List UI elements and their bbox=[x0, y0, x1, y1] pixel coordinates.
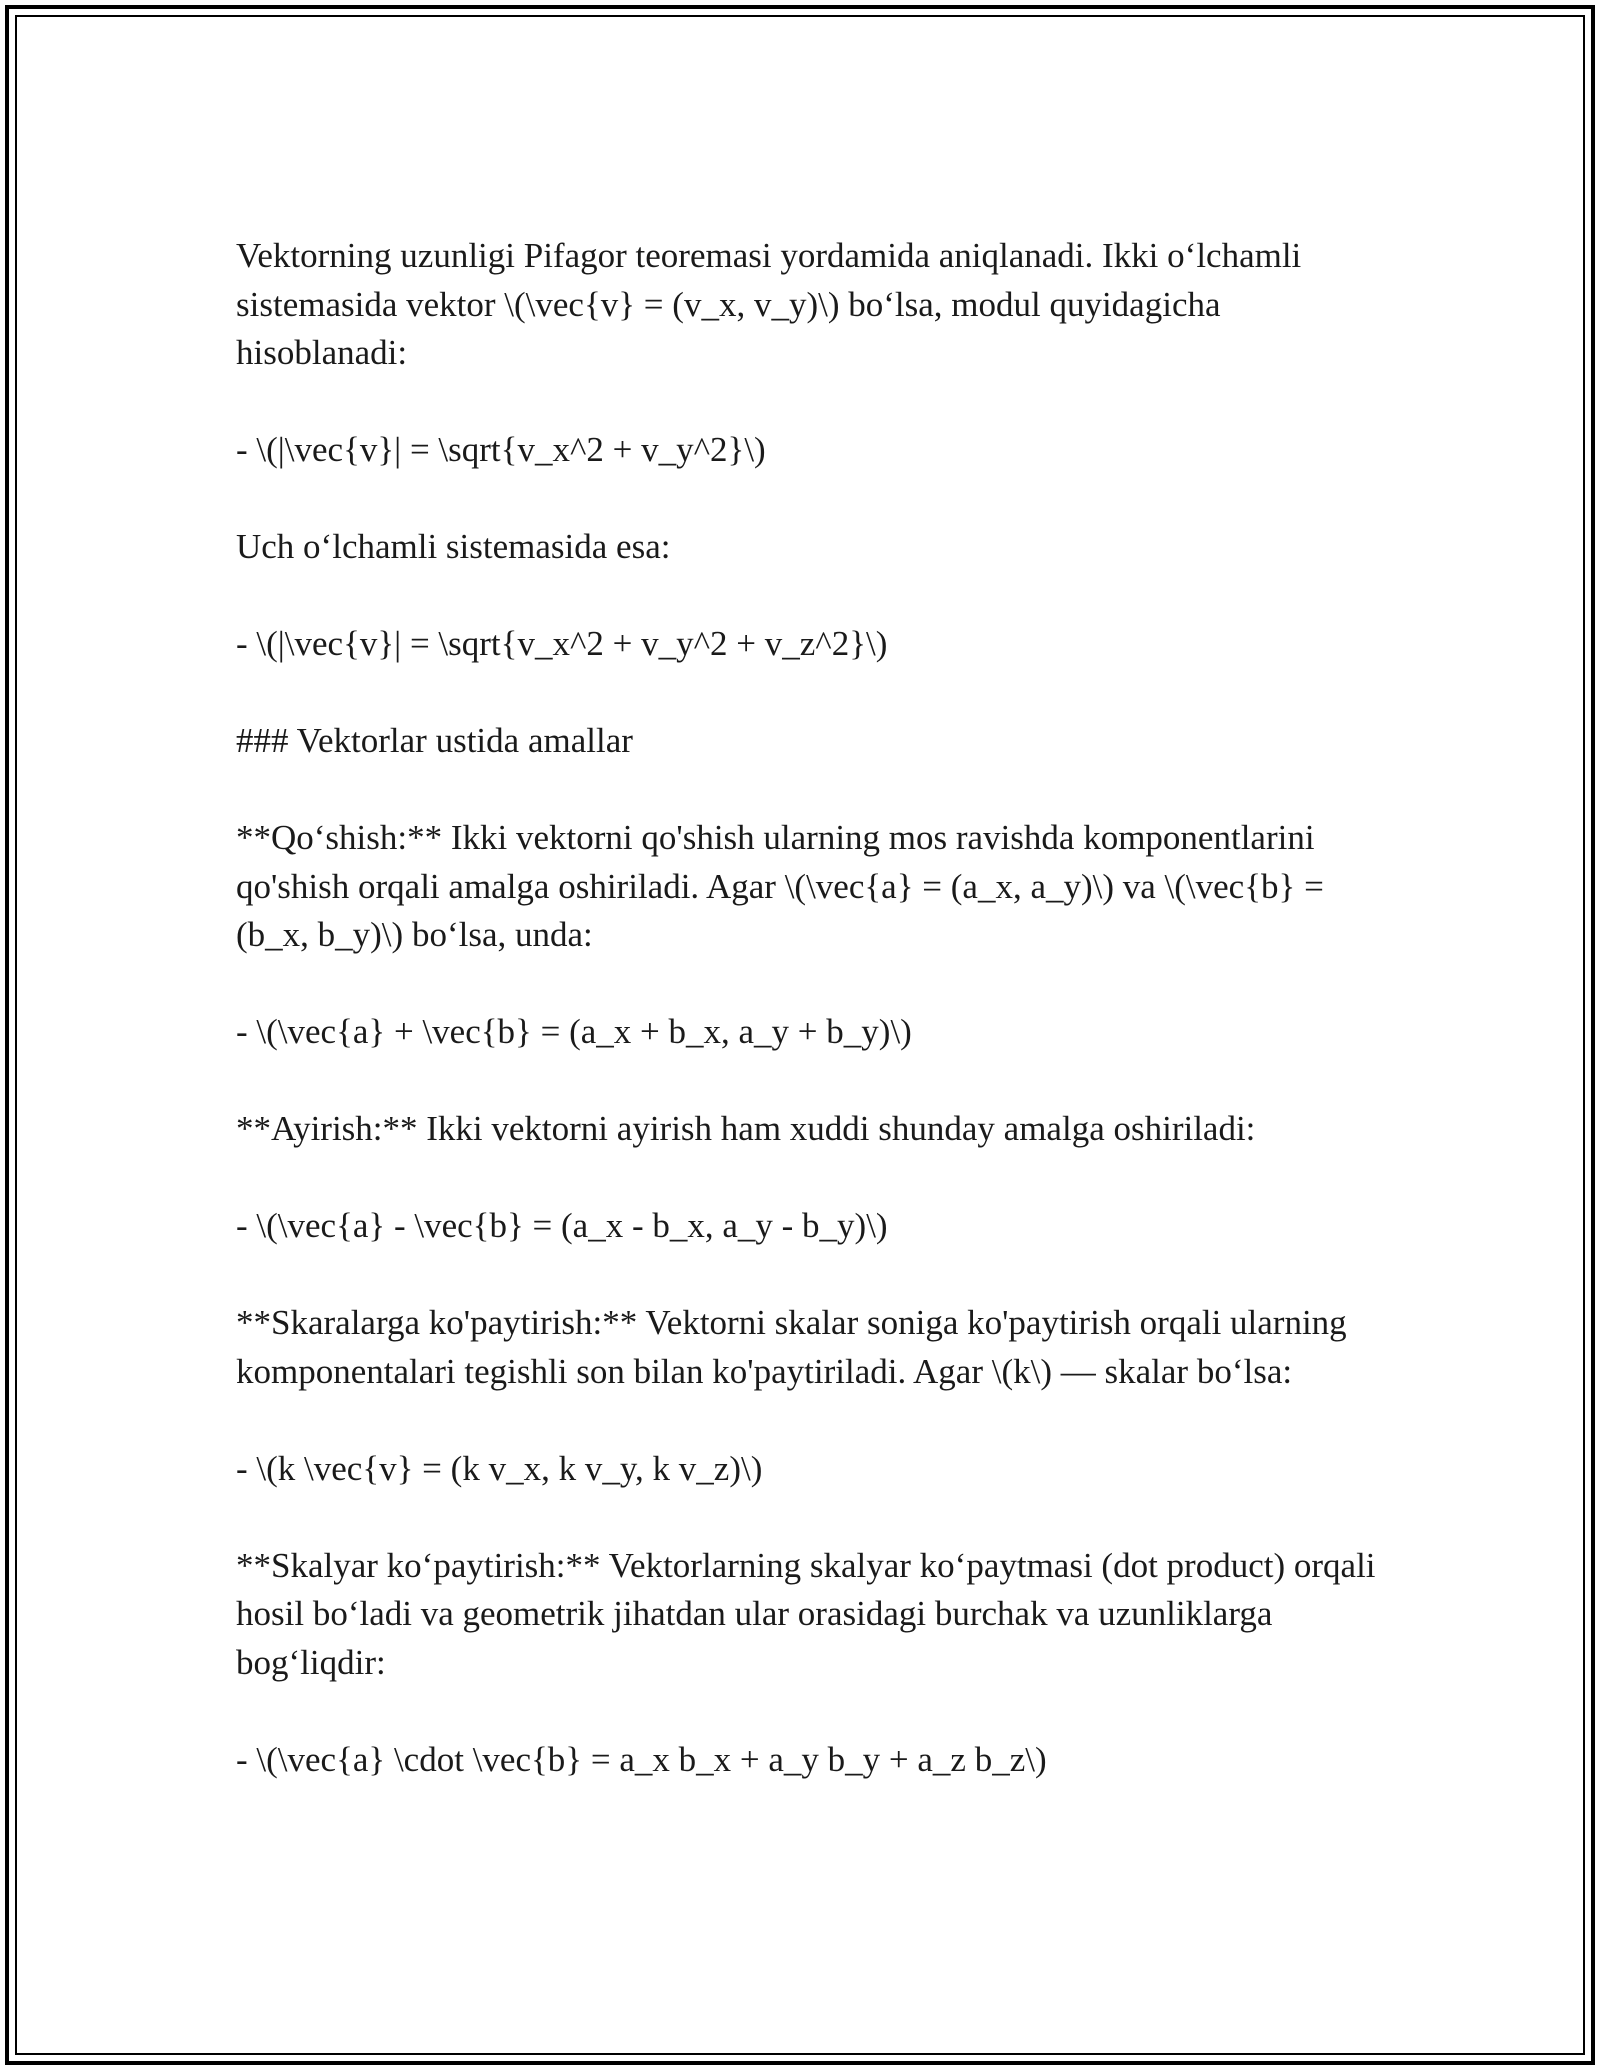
paragraph-subtraction: **Ayirish:** Ikki vektorni ayirish ham xuddi shunday amalga oshiriladi: bbox=[236, 1109, 1256, 1148]
formula-dot-product: - \(\vec{a} \cdot \vec{b} = a_x b_x + a_y b_y + a_z b_z\) bbox=[236, 1739, 1047, 1779]
paragraph-3d-intro: Uch o‘lchamli sistemasida esa: bbox=[236, 527, 671, 566]
document-body bbox=[236, 232, 1376, 1784]
formula-2d-magnitude: - \(|\vec{v}| = \sqrt{v_x^2 + v_y^2}\) bbox=[236, 430, 766, 469]
paragraph-addition: **Qo‘shish:** Ikki vektorni qo'shish ularning mos ravishda komponentlarini qo'shish orqali amalga oshiriladi. Agar \(\vec{a} = (a_x, a_y)\) va \(\vec{b} = (b_x, b_y)\) bo‘lsa, unda: bbox=[236, 818, 1324, 954]
section-heading-operations: ### Vektorlar ustida amallar bbox=[236, 721, 633, 760]
formula-3d-magnitude: - \(|\vec{v}| = \sqrt{v_x^2 + v_y^2 + v_z^2}\) bbox=[236, 624, 888, 663]
formula-addition: - \(\vec{a} + \vec{b} = (a_x + b_x, a_y + b_y)\) bbox=[236, 1012, 912, 1051]
paragraph-scalar-multiplication: **Skaralarga ko'paytirish:** Vektorni skalar soniga ko'paytirish orqali ularning komponentalari tegishli son bilan ko'paytiriladi. Agar \(k\) — skalar bo‘lsa: bbox=[236, 1303, 1347, 1391]
formula-subtraction: - \(\vec{a} - \vec{b} = (a_x - b_x, a_y - b_y)\) bbox=[236, 1206, 888, 1245]
paragraph-vector-length-intro: Vektorning uzunligi Pifagor teoremasi yordamida aniqlanadi. Ikki o‘lchamli sistemasida vektor \(\vec{v} = (v_x, v_y)\) bo‘lsa, modul quyidagicha hisoblanadi: bbox=[236, 236, 1302, 372]
formula-scalar-multiplication: - \(k \vec{v} = (k v_x, k v_y, k v_z)\) bbox=[236, 1448, 763, 1488]
paragraph-dot-product: **Skalyar ko‘paytirish:** Vektorlarning skalyar ko‘paytmasi (dot product) orqali hosil bo‘ladi va geometrik jihatdan ular orasidagi burchak va uzunliklarga bog‘liqdir: bbox=[236, 1545, 1376, 1682]
